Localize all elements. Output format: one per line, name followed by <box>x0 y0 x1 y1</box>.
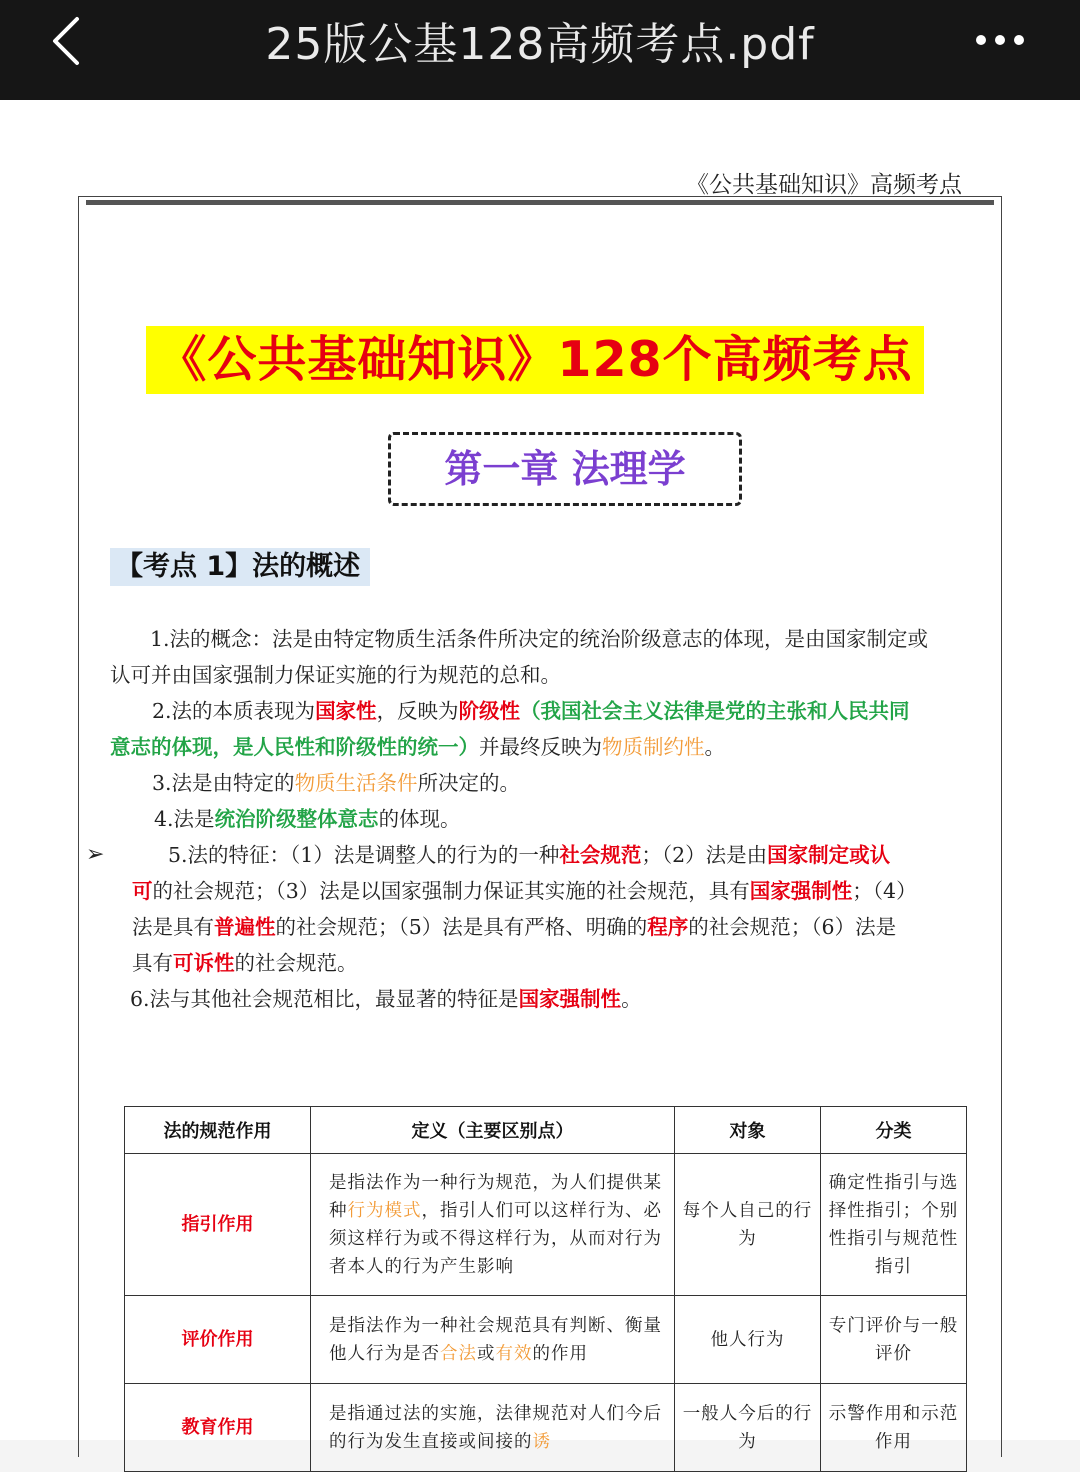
text: 的体现。 <box>378 807 461 831</box>
category-cell: 专门评价与一般评价 <box>821 1296 967 1384</box>
highlight-red: 程序 <box>647 915 689 939</box>
paragraph-4 <box>154 804 461 834</box>
document-title: 25版公基128高频考点.pdf <box>265 19 815 70</box>
text: ；（4） <box>852 879 917 903</box>
text: 6.法与其他社会规范相比，最显著的特征是 <box>130 987 519 1011</box>
text: 2.法的本质表现为 <box>152 699 316 723</box>
paragraph-2-line-2 <box>110 732 725 762</box>
paragraph-1-line-2: 认可并由国家强制力保证实施的行为规范的总和。 <box>110 663 561 687</box>
paragraph-1-line-1: 1.法的概念：法是由特定物质生活条件所决定的统治阶级意志的体现，是由国家制定或 <box>150 627 929 651</box>
main-title: 《公共基础知识》128个高频考点 <box>146 326 924 394</box>
paragraph-5-line-3 <box>132 912 896 942</box>
chapter-title: 第一章 法理学 <box>388 432 742 506</box>
column-header: 对象 <box>675 1107 821 1154</box>
row-label: 教育作用 <box>125 1384 311 1472</box>
highlight-orange: 有效 <box>495 1343 533 1364</box>
highlight-orange: 合法 <box>440 1343 477 1364</box>
text: 法是具有 <box>132 915 214 939</box>
text: 的作用 <box>532 1343 588 1364</box>
top-nav-bar <box>0 0 1080 100</box>
law-functions-table <box>124 1106 967 1472</box>
highlight-red: 国家制定或认 <box>767 843 891 867</box>
highlight-red: 国家强制性 <box>518 987 622 1011</box>
text: 具有 <box>132 951 173 975</box>
text: 5.法的特征：（1）法是调整人的行为的一种 <box>168 843 560 867</box>
definition-cell <box>311 1296 675 1384</box>
column-header: 法的规范作用 <box>125 1107 311 1154</box>
highlight-red: 普遍性 <box>214 915 276 939</box>
highlight-red: 国家强制性 <box>749 879 853 903</box>
highlight-green: 统治阶级整体意志 <box>214 807 379 831</box>
table-header-row <box>125 1107 967 1154</box>
table-row <box>125 1154 967 1296</box>
bullet-arrow-icon: ➢ <box>86 842 105 867</box>
paragraph-6 <box>130 984 642 1014</box>
paragraph-5-line-2 <box>132 876 917 906</box>
target-cell: 一般人今后的行为 <box>675 1384 821 1472</box>
highlight-red: 社会规范 <box>559 843 642 867</box>
more-options-button[interactable] <box>960 10 1040 70</box>
text: 的社会规范；（3）法是以国家强制力保证其实施的社会规范，具有 <box>152 879 750 903</box>
highlight-red: 可诉性 <box>173 951 235 975</box>
text: 的社会规范；（5）法是具有严格、明确的 <box>275 915 648 939</box>
definition-cell <box>311 1384 675 1472</box>
highlight-green: （我国社会主义法律是党的主张和人民共同 <box>520 699 910 723</box>
table-row <box>125 1296 967 1384</box>
paragraph-5-line-4 <box>132 948 358 978</box>
row-label: 指引作用 <box>125 1154 311 1296</box>
highlight-red: 阶级性 <box>458 699 521 723</box>
column-header: 分类 <box>821 1107 967 1154</box>
text: 的社会规范。 <box>234 951 358 975</box>
running-header: 《公共基础知识》高频考点 <box>686 172 962 198</box>
text: ；（2）法是由 <box>641 843 768 867</box>
text: 。 <box>621 987 642 1011</box>
highlight-red: 可 <box>132 879 153 903</box>
definition-cell <box>311 1154 675 1296</box>
column-header: 定义（主要区别点） <box>311 1107 675 1154</box>
highlight-orange: 物质生活条件 <box>294 771 418 795</box>
target-cell: 他人行为 <box>675 1296 821 1384</box>
target-cell: 每个人自己的行为 <box>675 1154 821 1296</box>
text: 的社会规范；（6）法是 <box>688 915 897 939</box>
text: ，反映为 <box>376 699 459 723</box>
text: 是指法作为一种社会规范具有判断、衡量他人行为是否 <box>329 1315 662 1364</box>
text: 是指通过法的实施，法律规范对人们今后的行为发生直接或间接的 <box>329 1403 662 1452</box>
table-row <box>125 1384 967 1472</box>
paragraph-2-line-1 <box>152 696 910 726</box>
text: 。 <box>704 735 725 759</box>
text: 3.法是由特定的 <box>152 771 295 795</box>
pdf-page[interactable] <box>0 100 1080 1452</box>
text: ，指引人们可以这样行为、必须这样行为或不得这样行为，从而对行为者本人的行为产生影响 <box>329 1200 662 1277</box>
more-dots-icon <box>974 33 1026 47</box>
text: 是指法作为一种行为规范，为人们提供某种 <box>329 1172 662 1221</box>
header-rule <box>86 200 994 205</box>
highlight-orange: 诱 <box>532 1431 551 1452</box>
key-point-heading: 【考点 1】法的概述 <box>110 548 370 586</box>
highlight-green: 意志的体现，是人民性和阶级性的统一） <box>110 735 479 759</box>
row-label: 评价作用 <box>125 1296 311 1384</box>
category-cell: 示警作用和示范作用 <box>821 1384 967 1472</box>
text: 4.法是 <box>154 807 215 831</box>
text: 或 <box>477 1343 496 1364</box>
text: 所决定的。 <box>417 771 521 795</box>
highlight-orange: 行为模式 <box>347 1200 422 1221</box>
highlight-orange: 物质制约性 <box>602 735 705 759</box>
text: 并最终反映为 <box>479 735 602 759</box>
category-cell: 确定性指引与选择性指引；个别性指引与规范性指引 <box>821 1154 967 1296</box>
paragraph-3 <box>152 768 520 798</box>
paragraph-5-line-1 <box>168 840 890 870</box>
highlight-red: 国家性 <box>315 699 377 723</box>
